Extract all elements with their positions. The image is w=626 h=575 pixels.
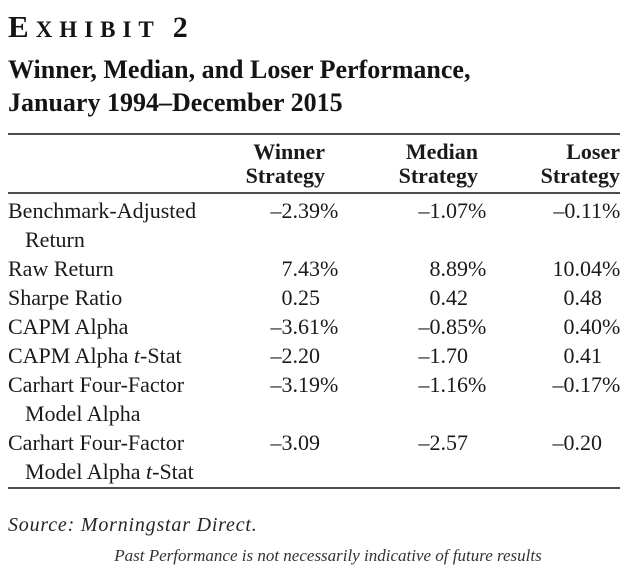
value-number: –0.11 [553, 198, 602, 223]
value-number: –2.57 [418, 430, 468, 455]
value-cell [338, 196, 486, 225]
value-suffix: % [602, 198, 621, 223]
row-label [8, 341, 238, 370]
subtitle-line-1: Winner, Median, and Loser Performance, [8, 55, 471, 84]
value-number: 0.48 [563, 285, 602, 310]
row-label-line: Raw Return [8, 256, 114, 281]
exhibit-number: 2 [172, 11, 188, 44]
value-suffix: % [320, 198, 339, 223]
value-number: –0.85 [418, 314, 468, 339]
exhibit-title [8, 8, 620, 48]
row-label-line: CAPM Alpha [8, 314, 129, 339]
table-row [8, 428, 620, 486]
column-header-line: Median [405, 139, 478, 164]
value-suffix: % [602, 372, 621, 397]
row-label-line: Model Alpha t-Stat [25, 459, 194, 484]
row-label [8, 254, 238, 283]
value-number: –2.39 [270, 198, 320, 223]
table-row [8, 196, 620, 254]
value-number: 0.42 [429, 285, 468, 310]
row-label [8, 196, 238, 254]
exhibit-page [8, 8, 620, 566]
row-label-line: CAPM Alpha t-Stat [8, 343, 182, 368]
value-number: –3.61 [270, 314, 320, 339]
value-suffix: % [468, 372, 487, 397]
performance-table [8, 133, 620, 489]
value-number: –0.20 [552, 430, 602, 455]
value-number: 0.40 [563, 314, 602, 339]
value-cell [486, 196, 620, 225]
value-cell [486, 428, 620, 457]
disclaimer-note: Past Performance is not necessarily indicative of future results [114, 546, 542, 565]
table-header-row [8, 133, 620, 194]
value-number: 0.41 [563, 343, 602, 368]
value-suffix: % [468, 198, 487, 223]
table-row [8, 370, 620, 428]
value-cell [486, 370, 620, 399]
row-label-line: Model Alpha [25, 401, 141, 426]
value-cell [486, 341, 620, 370]
value-suffix: % [468, 256, 487, 281]
table-row [8, 341, 620, 370]
value-cell [238, 283, 338, 312]
value-cell [486, 312, 620, 341]
value-number: –1.07 [418, 198, 468, 223]
column-header-line: Strategy [540, 163, 620, 188]
value-cell [238, 196, 338, 225]
column-header-line: Strategy [245, 163, 325, 188]
value-number: 8.89 [429, 256, 468, 281]
column-header-line: Loser [566, 139, 620, 164]
value-suffix: % [320, 372, 339, 397]
value-number: –0.17 [552, 372, 602, 397]
row-label [8, 283, 238, 312]
table-body [8, 194, 620, 489]
column-header-median [338, 140, 486, 188]
value-number: –1.16 [418, 372, 468, 397]
exhibit-subtitle [8, 53, 620, 119]
row-label-line: Return [25, 227, 85, 252]
source-note: Source: Morningstar Direct. [8, 514, 258, 536]
value-suffix: % [602, 314, 621, 339]
subtitle-line-2: January 1994–December 2015 [8, 88, 343, 117]
value-cell [338, 370, 486, 399]
value-suffix: % [320, 314, 339, 339]
value-cell [338, 254, 486, 283]
value-number: –2.20 [270, 343, 320, 368]
row-label-line: Benchmark-Adjusted [8, 198, 197, 223]
table-row [8, 254, 620, 283]
row-label-line: Carhart Four-Factor [8, 430, 185, 455]
value-cell [486, 283, 620, 312]
value-cell [338, 312, 486, 341]
value-number: –3.19 [270, 372, 320, 397]
column-header-line: Winner [253, 139, 325, 164]
value-suffix: % [468, 314, 487, 339]
value-cell [238, 370, 338, 399]
column-header-winner [238, 140, 338, 188]
column-header-loser [486, 140, 620, 188]
value-number: 7.43 [281, 256, 320, 281]
row-label-line: Sharpe Ratio [8, 285, 123, 310]
table-row [8, 283, 620, 312]
value-number: –1.70 [418, 343, 468, 368]
exhibit-label: EXHIBIT [8, 9, 161, 44]
row-label [8, 312, 238, 341]
value-cell [238, 312, 338, 341]
value-cell [338, 428, 486, 457]
value-cell [238, 341, 338, 370]
value-cell [486, 254, 620, 283]
value-cell [338, 341, 486, 370]
row-label [8, 370, 238, 428]
value-cell [238, 254, 338, 283]
value-number: 0.25 [281, 285, 320, 310]
row-label-line: Carhart Four-Factor [8, 372, 185, 397]
value-cell [238, 428, 338, 457]
value-suffix: % [602, 256, 621, 281]
row-label [8, 428, 238, 486]
column-header-line: Strategy [398, 163, 478, 188]
value-number: 10.04 [552, 256, 602, 281]
value-suffix: % [320, 256, 339, 281]
value-number: –3.09 [270, 430, 320, 455]
table-row [8, 312, 620, 341]
row-label-header [8, 140, 238, 188]
value-cell [338, 283, 486, 312]
